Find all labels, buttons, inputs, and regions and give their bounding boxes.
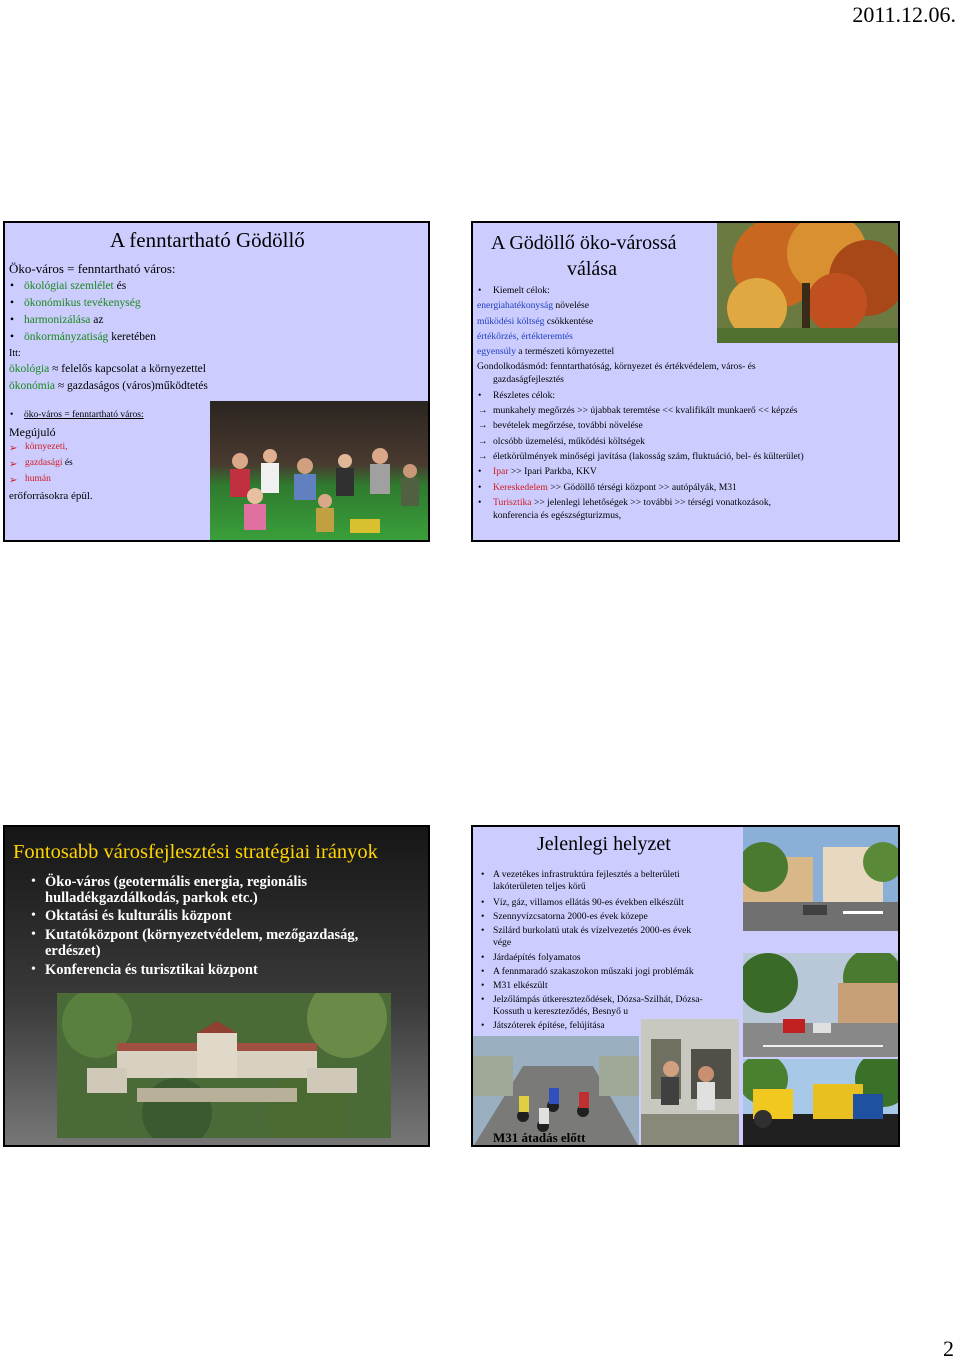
itt-label: Itt:	[9, 348, 21, 359]
list-item: Szilárd burkolatú utak és vízelvezetés 2000-es évek vége	[493, 925, 692, 948]
arrow-item: bevételek megőrzése, további növelése	[493, 420, 643, 431]
slide-title-cont: válása	[567, 258, 617, 280]
slide-title: Fontosabb városfejlesztési stratégiai irányok	[13, 841, 378, 863]
slide-varosfejlesztesi-iranyok: Fontosabb városfejlesztési stratégiai irányok • Öko-város (geotermális energia, regionális hulladékgazdálkodás, parkok etc.) • Oktatási és kulturális központ • Kutatóközpont (környezetvédelem, mezőgazdaság, erdészet) • Konferencia és turisztikai központ	[3, 825, 430, 1147]
slide-fenntarthato-godollo	[3, 221, 430, 542]
slide-title: A Gödöllő öko-várossá	[491, 232, 677, 254]
road-roller-photo	[743, 1059, 900, 1147]
slide-title: A fenntartható Gödöllő	[110, 228, 305, 252]
red-item: Turisztika >> jelenlegi lehetőségek >> további >> térségi vonatkozások,	[493, 497, 772, 508]
megujulo-label: Megújuló	[9, 425, 56, 439]
page-number: 2	[943, 1336, 954, 1361]
list-item: • ökológiai szemlélet és	[24, 280, 126, 292]
list-item: ➢ gazdasági és	[25, 458, 73, 468]
construction-photo	[641, 1019, 739, 1147]
arrow-item: olcsóbb üzemelési, működési költségek	[493, 436, 645, 447]
arrow-item: életkörülmények minőségi javítása (lakosság szám, fluktuáció, bel- és külterület)	[493, 451, 804, 462]
slide-oko-varossa-valasa: A Gödöllő öko-várossá válása • Kiemelt célok: energiahatékonyság növelése működési költség csökkentése értékőrzés, értékteremtés egyensúly a természeti környezettel Gondolkodásmód: fenntarthatóság, környezet és értékvédelem, város- és gazdaságfejlesztés • Részletes célok: → munkahely megőrzés >> újabbak teremtése << kvalifikált munkaerő << képzés → bevételek megőrzése, további növelése → olcsóbb üzemelési, működési költségek → életkörülmények minőségi javítása (lakosság szám, fluktuáció, bel- és külterület) • Ipar >> Ipari Parkba, KKV • Kereskedelem >> Gödöllő térségi központ >> autópályák, M31 • Turisztika >> jelenlegi lehetőségek >> további >> térségi vonatkozások, konferencia és egészségturizmus,	[471, 221, 900, 542]
list-item: Oktatási és kulturális központ	[45, 908, 232, 924]
kiemelt-label: Kiemelt célok:	[493, 285, 550, 296]
sub-bullet: • öko-város = fenntartható város:	[24, 410, 144, 420]
street-cars-photo	[743, 953, 900, 1057]
autumn-tree-photo	[717, 223, 900, 343]
last-line: konferencia és egészségturizmus,	[493, 510, 622, 521]
list-item: M31 elkészült	[493, 980, 548, 991]
gondolkodas-line-cont: gazdaságfejlesztés	[493, 374, 564, 385]
arrow-item: munkahely megőrzés >> újabbak teremtése << kvalifikált munkaerő << képzés	[493, 405, 798, 416]
list-item: A vezetékes infrastruktúra fejlesztés a belterületi lakóterületen teljes körű	[493, 869, 680, 892]
gondolkodas-line: Gondolkodásmód: fenntarthatóság, környezet és értékvédelem, város- és	[477, 361, 756, 372]
ecology-line: ökológia ≈ felelős kapcsolat a környezettel	[9, 363, 206, 375]
goal-item: működési költség csökkentése	[477, 316, 594, 327]
list-item: A fennmaradó szakaszokon műszaki jogi problémák	[493, 966, 694, 977]
list-item: ➢ humán	[25, 474, 51, 484]
slide-jelenlegi-helyzet: Jelenlegi helyzet • A vezetékes infrastruktúra fejlesztés a belterületi lakóterületen teljes körű • Víz, gáz, villamos ellátás 90-es években elkészült • Szennyvízcsatorna 2000-es évek közepe • Szilárd burkolatú utak és vízelvezetés 2000-es évek vége • Járdaépítés folyamatos • A fennmaradó szakaszokon műszaki jogi problémák • M31 elkészült • Jelzőlámpás útkereszteződések, Dózsa-Szilhát, Dózsa- Kossuth u kereszteződés, Besnyő u • Játszóterek építése, felújítása M31 átadás előtt	[471, 825, 900, 1147]
aerial-palace-photo	[57, 993, 391, 1138]
list-item: Kutatóközpont (környezetvédelem, mezőgazdaság, erdészet)	[45, 927, 359, 959]
list-item: Víz, gáz, villamos ellátás 90-es években elkészült	[493, 897, 684, 908]
goal-item: energiahatékonyság növelése	[477, 300, 589, 311]
economy-line: ökonómia ≈ gazdaságos (város)működtetés	[9, 380, 208, 392]
header-date: 2011.12.06.	[852, 2, 956, 27]
goal-item: egyensúly a természeti környezettel	[477, 346, 615, 357]
red-item: Kereskedelem >> Gödöllő térségi központ >> autópályák, M31	[493, 482, 737, 493]
list-item: Konferencia és turisztikai központ	[45, 962, 258, 978]
list-item: ➢ környezeti,	[25, 442, 67, 452]
photo-caption: M31 átadás előtt	[493, 1130, 586, 1145]
list-item: Szennyvízcsatorna 2000-es évek közepe	[493, 911, 648, 922]
list-item: Öko-város (geotermális energia, regionális hulladékgazdálkodás, parkok etc.)	[45, 874, 308, 906]
list-item: Játszóterek építése, felújítása	[493, 1020, 605, 1031]
list-item: • önkormányzatiság keretében	[24, 331, 156, 343]
slide-title: Jelenlegi helyzet	[537, 833, 671, 855]
list-item: • harmonizálása az	[24, 314, 104, 326]
street-photo	[743, 827, 900, 931]
goal-item: értékőrzés, értékteremtés	[477, 331, 573, 342]
heading: Öko-város = fenntartható város:	[9, 261, 176, 276]
list-item: Jelzőlámpás útkereszteződések, Dózsa-Szilhát, Dózsa- Kossuth u kereszteződés, Besnyő u	[493, 994, 703, 1017]
list-item: • ökonómikus tevékenység	[24, 297, 141, 309]
children-photo	[210, 401, 428, 541]
closing-text: erőforrásokra épül.	[9, 490, 93, 502]
red-item: Ipar >> Ipari Parkba, KKV	[493, 466, 597, 477]
list-item: Járdaépítés folyamatos	[493, 952, 581, 963]
reszletes-label: Részletes célok:	[493, 390, 556, 401]
